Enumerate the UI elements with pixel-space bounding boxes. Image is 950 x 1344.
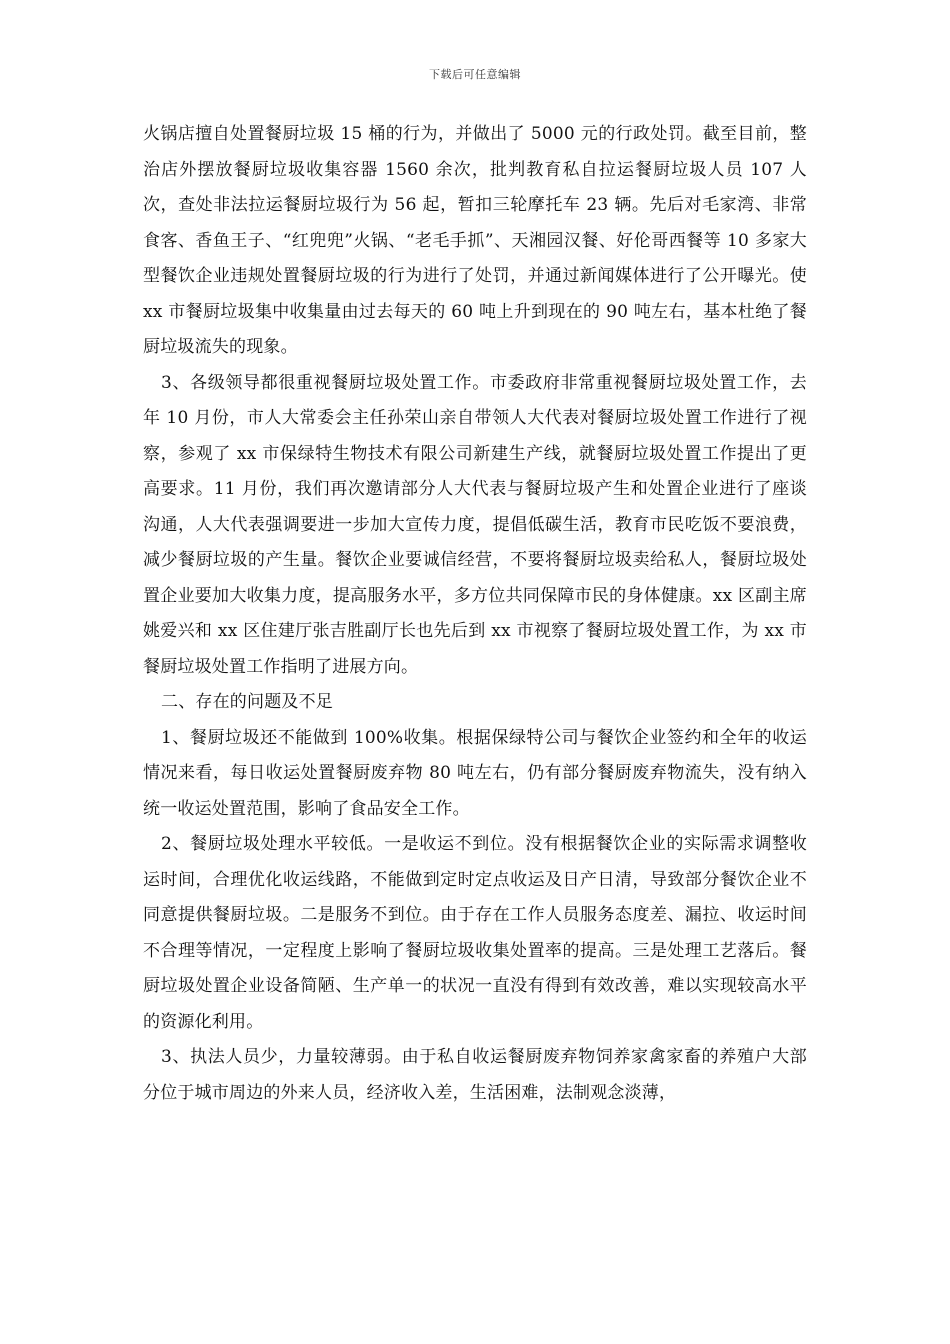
paragraph-enforcement: 3、执法人员少，力量较薄弱。由于私自收运餐厨废弃物饲养家禽家畜的养殖户大部分位于城市周边的外来人员，经济收入差，生活困难，法制观念淡薄， (143, 1047, 807, 1103)
paragraph-leadership: 3、各级领导都很重视餐厨垃圾处置工作。市委政府非常重视餐厨垃圾处置工作，去年 10 月份，市人大常委会主任孙荣山亲自带领人大代表对餐厨垃圾处置工作进行了视察，参观了 xx 市保绿特生物技术有限公司新建生产线，就餐厨垃圾处置工作提出了更高要求。11 月份，我们再次邀请部分人大代表与餐厨垃圾产生和处置企业进行了座谈沟通，人大代表强调要进一步加大宣传力度，提倡低碳生活，教育市民吃饭不要浪费，减少餐厨垃圾的产生量。餐饮企业要诚信经营，不要将餐厨垃圾卖给私人，餐厨垃圾处置企业要加大收集力度，提高服务水平，多方位共同保障市民的身体健康。xx 区副主席姚爱兴和 xx 区住建厅张吉胜副厅长也先后到 xx 市视察了餐厨垃圾处置工作，为 xx 市餐厨垃圾处置工作指明了进展方向。 (143, 372, 807, 677)
paragraph-collection: 1、餐厨垃圾还不能做到 100%收集。根据保绿特公司与餐饮企业签约和全年的收运情况来看，每日收运处置餐厨废弃物 80 吨左右，仍有部分餐厨废弃物流失，没有纳入统一收运处置范围，影响了食品安全工作。 (143, 727, 807, 819)
document-body (143, 117, 807, 1111)
paragraph-continuation: 火锅店擅自处置餐厨垃圾 15 桶的行为，并做出了 5000 元的行政处罚。截至目前，整治店外摆放餐厨垃圾收集容器 1560 余次，批判教育私自拉运餐厨垃圾人员 107 人次，查处非法拉运餐厨垃圾行为 56 起，暂扣三轮摩托车 23 辆。先后对毛家湾、非常食客、香鱼王子、“红兜兜”火锅、“老毛手抓”、天湘园汉餐、好伦哥西餐等 10 多家大型餐饮企业违规处置餐厨垃圾的行为进行了处罚，并通过新闻媒体进行了公开曝光。使 xx 市餐厨垃圾集中收集量由过去每天的 60 吨上升到现在的 90 吨左右，基本杜绝了餐厨垃圾流失的现象。 (143, 124, 807, 357)
paragraph-processing: 2、餐厨垃圾处理水平较低。一是收运不到位。没有根据餐饮企业的实际需求调整收运时间，合理优化收运线路，不能做到定时定点收运及日产日清，导致部分餐饮企业不同意提供餐厨垃圾。二是服务不到位。由于存在工作人员服务态度差、漏拉、收运时间不合理等情况，一定程度上影响了餐厨垃圾收集处置率的提高。三是处理工艺落后。餐厨垃圾处置企业设备简陋、生产单一的状况一直没有得到有效改善，难以实现较高水平的资源化利用。 (143, 834, 807, 1032)
section-heading-problems: 二、存在的问题及不足 (161, 692, 333, 712)
page-header: 下载后可任意编辑 (429, 68, 521, 81)
